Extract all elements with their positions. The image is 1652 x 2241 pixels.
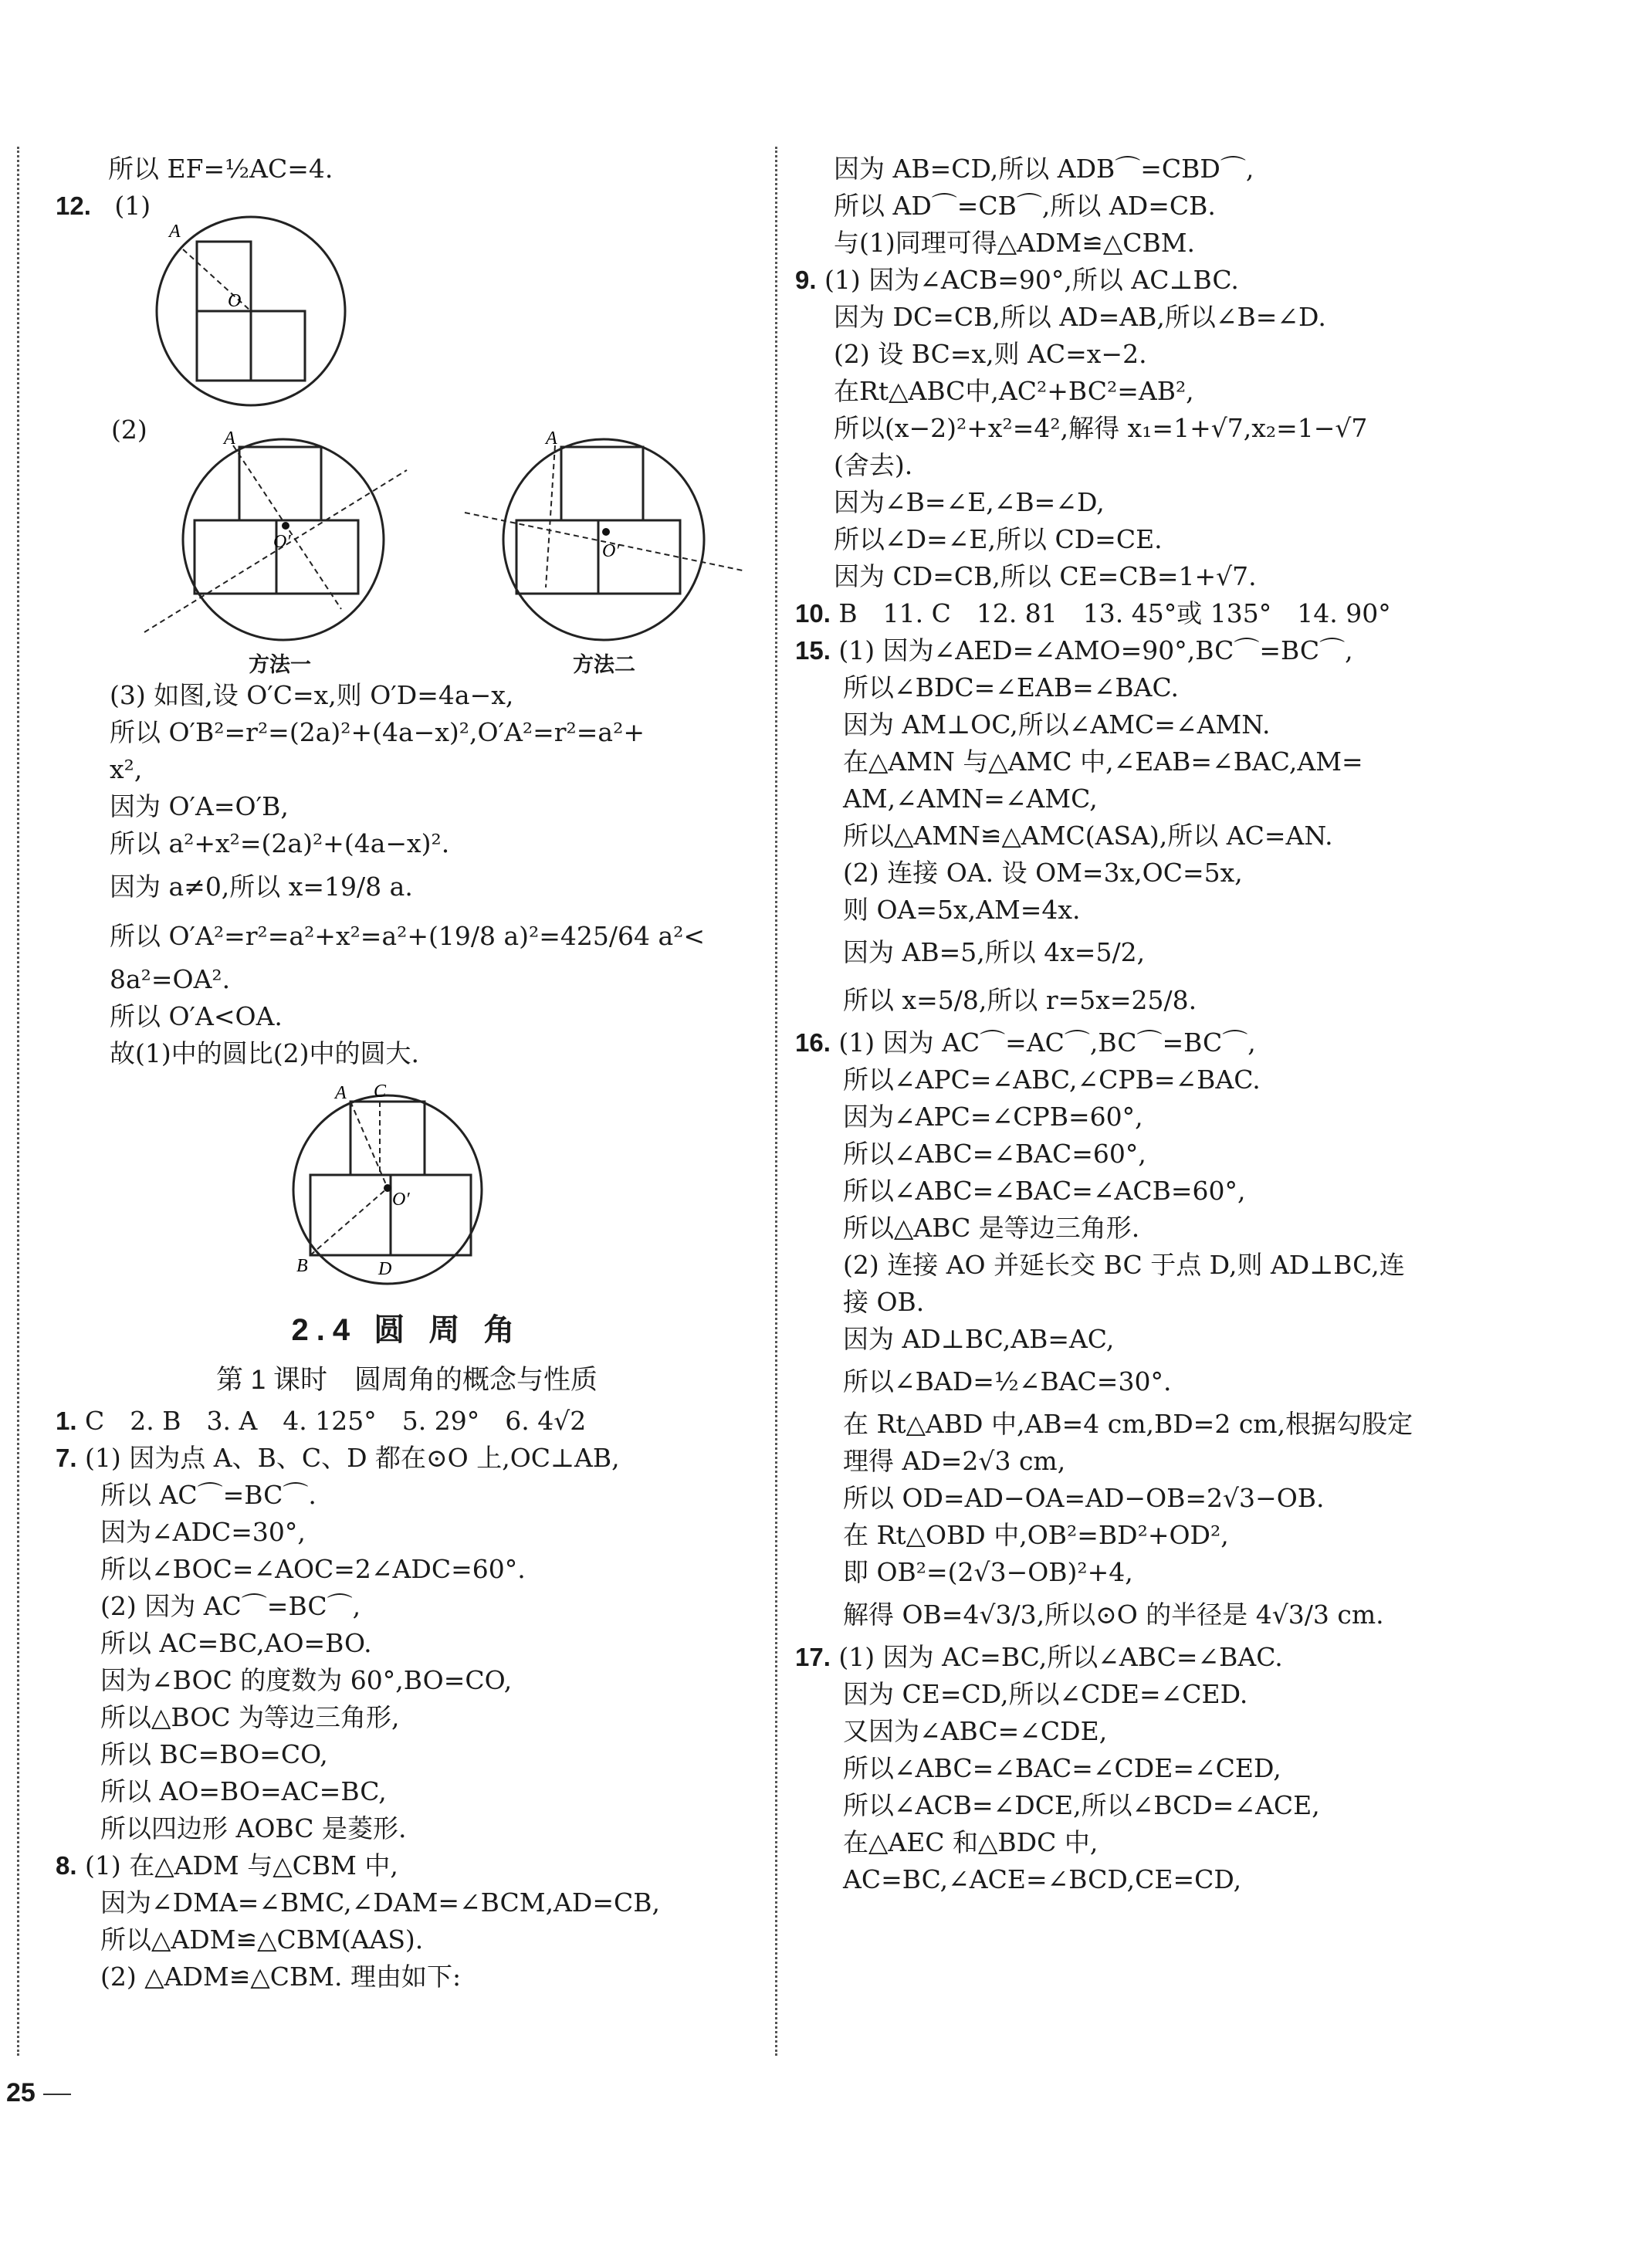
text-line: 所以∠ABC=∠BAC=∠CDE=∠CED, bbox=[843, 1753, 1281, 1783]
text-line: 所以∠APC=∠ABC,∠CPB=∠BAC. bbox=[843, 1065, 1261, 1095]
text-line: 因为∠B=∠E,∠B=∠D, bbox=[834, 487, 1105, 517]
text-line: 因为∠DMA=∠BMC,∠DAM=∠BCM,AD=CB, bbox=[100, 1887, 660, 1918]
svg-text:A: A bbox=[546, 428, 557, 449]
text-line: 因为 a≠0,所以 x=19/8 a. bbox=[110, 872, 413, 902]
text-line: 又因为∠ABC=∠CDE, bbox=[843, 1716, 1108, 1746]
text-line: 所以 AD⌒=CB⌒,所以 AD=CB. bbox=[834, 191, 1216, 221]
text-line: 所以∠ABC=∠BAC=∠ACB=60°, bbox=[843, 1176, 1246, 1206]
text-line: 因为∠BOC 的度数为 60°,BO=CO, bbox=[100, 1665, 513, 1695]
left-margin-dotted-line bbox=[17, 147, 19, 2056]
svg-text:O′: O′ bbox=[392, 1190, 410, 1210]
text-line: AC=BC,∠ACE=∠BCD,CE=CD, bbox=[843, 1864, 1242, 1894]
part-label: (1) bbox=[114, 191, 151, 221]
text-line: 所以四边形 AOBC 是菱形. bbox=[100, 1813, 407, 1843]
figure-q12-part1 bbox=[152, 205, 758, 411]
text-line: 所以∠ACB=∠DCE,所以∠BCD=∠ACE, bbox=[843, 1790, 1320, 1820]
text-line: 解得 OB=4√3/3,所以⊙O 的半径是 4√3/3 cm. bbox=[843, 1600, 1384, 1630]
svg-text:O′: O′ bbox=[602, 541, 620, 561]
text-line: 因为 O′A=O′B, bbox=[110, 791, 289, 821]
question-number: 1. bbox=[56, 1407, 77, 1435]
circle-square-figure-3 bbox=[287, 1080, 488, 1298]
method-2-caption: 方法二 bbox=[573, 653, 635, 676]
text-line: 所以∠BOC=∠AOC=2∠ADC=60°. bbox=[100, 1554, 526, 1584]
text-line: 因为∠ADC=30°, bbox=[100, 1517, 306, 1547]
text-line: 因为∠APC=∠CPB=60°, bbox=[843, 1102, 1143, 1132]
text-line: (2) △ADM≌△CBM. 理由如下: bbox=[100, 1962, 462, 1992]
text-line: 所以 a²+x²=(2a)²+(4a−x)². bbox=[110, 828, 450, 858]
question-number: 17. bbox=[795, 1643, 831, 1671]
page-number: 25 bbox=[6, 2078, 71, 2108]
left-column bbox=[56, 151, 758, 1996]
svg-text:D: D bbox=[378, 1259, 392, 1279]
svg-text:A: A bbox=[224, 428, 235, 449]
text-line: 8. (1) 在△ADM 与△CBM 中, bbox=[56, 1850, 398, 1880]
question-number: 7. bbox=[56, 1444, 77, 1472]
text-line: 所以 OD=AD−OA=AD−OB=2√3−OB. bbox=[843, 1483, 1325, 1513]
text-line: 与(1)同理可得△ADM≌△CBM. bbox=[834, 228, 1196, 258]
text-line: (3) 如图,设 O′C=x,则 O′D=4a−x, bbox=[110, 680, 514, 710]
text-line: 所以 AC=BC,AO=BO. bbox=[100, 1628, 372, 1658]
lesson-title: 第 1 课时 圆周角的概念与性质 bbox=[216, 1365, 597, 1395]
text-line: 所以△ABC 是等边三角形. bbox=[843, 1213, 1140, 1243]
text-line: (2) 因为 AC⌒=BC⌒, bbox=[100, 1591, 361, 1621]
question-number: 16. bbox=[795, 1028, 831, 1057]
text-line: 10. B 11. C 12. 81 13. 45°或 135° 14. 90° bbox=[795, 598, 1391, 628]
svg-text:B: B bbox=[296, 1256, 308, 1276]
text-line: (2) 连接 AO 并延长交 BC 于点 D,则 AD⊥BC,连 bbox=[843, 1250, 1405, 1280]
text-line: 所以△BOC 为等边三角形, bbox=[100, 1702, 400, 1732]
method-1-caption: 方法一 bbox=[249, 653, 311, 676]
text-line: 在Rt△ABC中,AC²+BC²=AB², bbox=[834, 376, 1194, 406]
text-line: (舍去). bbox=[834, 450, 913, 480]
text-line: 所以∠BDC=∠EAB=∠BAC. bbox=[843, 672, 1180, 702]
column-divider-dotted-line bbox=[775, 147, 777, 2056]
text-line: 理得 AD=2√3 cm, bbox=[843, 1446, 1066, 1476]
part-label: (2) bbox=[111, 415, 147, 445]
question-number: 8. bbox=[56, 1851, 77, 1880]
text-line: 所以 x=5/8,所以 r=5x=25/8. bbox=[843, 985, 1197, 1015]
text-line: 所以(x−2)²+x²=4²,解得 x₁=1+√7,x₂=1−√7 bbox=[834, 413, 1368, 443]
text-line: 所以 AC⌒=BC⌒. bbox=[100, 1480, 317, 1510]
text-line: 所以 BC=BO=CO, bbox=[100, 1739, 328, 1769]
svg-text:C: C bbox=[374, 1082, 387, 1102]
svg-text:O: O bbox=[228, 291, 242, 311]
text-line: 在△AEC 和△BDC 中, bbox=[843, 1827, 1099, 1857]
text-line: 因为 AB=CD,所以 ADB⌒=CBD⌒, bbox=[834, 154, 1254, 184]
text-line: 所以 O′A<OA. bbox=[110, 1001, 283, 1031]
text-line: 故(1)中的圆比(2)中的圆大. bbox=[110, 1038, 419, 1068]
text-line: 在 Rt△OBD 中,OB²=BD²+OD², bbox=[843, 1520, 1229, 1550]
text-line: 在 Rt△ABD 中,AB=4 cm,BD=2 cm,根据勾股定 bbox=[843, 1409, 1413, 1439]
figure-q12-part3 bbox=[287, 1080, 758, 1298]
section-title: 2.4 圆 周 角 bbox=[291, 1313, 523, 1347]
text-line: 所以 AO=BO=AC=BC, bbox=[100, 1776, 387, 1806]
text-line: 所以∠ABC=∠BAC=60°, bbox=[843, 1139, 1146, 1169]
text-line: 所以△AMN≌△AMC(ASA),所以 AC=AN. bbox=[843, 821, 1333, 851]
question-number: 12. bbox=[56, 191, 91, 220]
text-line: 所以∠D=∠E,所以 CD=CE. bbox=[834, 524, 1163, 554]
figure-q12-part2 bbox=[140, 424, 758, 676]
circle-square-figure-1 bbox=[152, 205, 376, 411]
question-number: 10. bbox=[795, 599, 831, 628]
text-line: 所以 O′A²=r²=a²+x²=a²+(19/8 a)²=425/64 a²< bbox=[110, 921, 706, 951]
text-line: 9. (1) 因为∠ACB=90°,所以 AC⊥BC. bbox=[795, 265, 1239, 295]
text-line: 15. (1) 因为∠AED=∠AMO=90°,BC⌒=BC⌒, bbox=[795, 635, 1353, 665]
text-line: 因为 AM⊥OC,所以∠AMC=∠AMN. bbox=[843, 709, 1271, 740]
question-number: 9. bbox=[795, 266, 817, 294]
text-line: 17. (1) 因为 AC=BC,所以∠ABC=∠BAC. bbox=[795, 1642, 1283, 1672]
question-number: 15. bbox=[795, 636, 831, 665]
svg-text:A: A bbox=[169, 222, 181, 242]
text-line: AM,∠AMN=∠AMC, bbox=[843, 784, 1098, 814]
text-line: (2) 连接 OA. 设 OM=3x,OC=5x, bbox=[843, 858, 1243, 888]
text-line: 因为 DC=CB,所以 AD=AB,所以∠B=∠D. bbox=[834, 302, 1326, 332]
right-column bbox=[795, 151, 1613, 1898]
text-line: 所以∠BAD=½∠BAC=30°. bbox=[843, 1366, 1172, 1396]
answers-1-6: 1. C 2. B 3. A 4. 125° 5. 29° 6. 4√2 bbox=[56, 1406, 587, 1436]
two-methods-figure bbox=[140, 424, 758, 648]
text-line: 7. (1) 因为点 A、B、C、D 都在⊙O 上,OC⊥AB, bbox=[56, 1443, 620, 1473]
text-line: 因为 AD⊥BC,AB=AC, bbox=[843, 1324, 1115, 1354]
text-line: x², bbox=[110, 754, 143, 784]
text-line: 16. (1) 因为 AC⌒=AC⌒,BC⌒=BC⌒, bbox=[795, 1027, 1256, 1058]
text-line: 所以 O′B²=r²=(2a)²+(4a−x)²,O′A²=r²=a²+ bbox=[110, 717, 645, 747]
text-line: 即 OB²=(2√3−OB)²+4, bbox=[843, 1557, 1133, 1587]
text-line: 因为 AB=5,所以 4x=5/2, bbox=[843, 937, 1146, 967]
text-line: 接 OB. bbox=[843, 1287, 925, 1317]
text-line: 在△AMN 与△AMC 中,∠EAB=∠BAC,AM= bbox=[843, 746, 1363, 777]
text-line: 则 OA=5x,AM=4x. bbox=[843, 895, 1081, 925]
text-line: 因为 CE=CD,所以∠CDE=∠CED. bbox=[843, 1679, 1248, 1709]
svg-text:O′: O′ bbox=[273, 532, 291, 552]
text-line: (2) 设 BC=x,则 AC=x−2. bbox=[834, 339, 1147, 369]
svg-text:A: A bbox=[335, 1083, 347, 1103]
text-line: 因为 CD=CB,所以 CE=CB=1+√7. bbox=[834, 561, 1257, 591]
text-line: 所以 EF=½AC=4. bbox=[108, 154, 333, 184]
text-line: 8a²=OA². bbox=[110, 964, 231, 994]
text-line: 所以△ADM≌△CBM(AAS). bbox=[100, 1924, 424, 1955]
